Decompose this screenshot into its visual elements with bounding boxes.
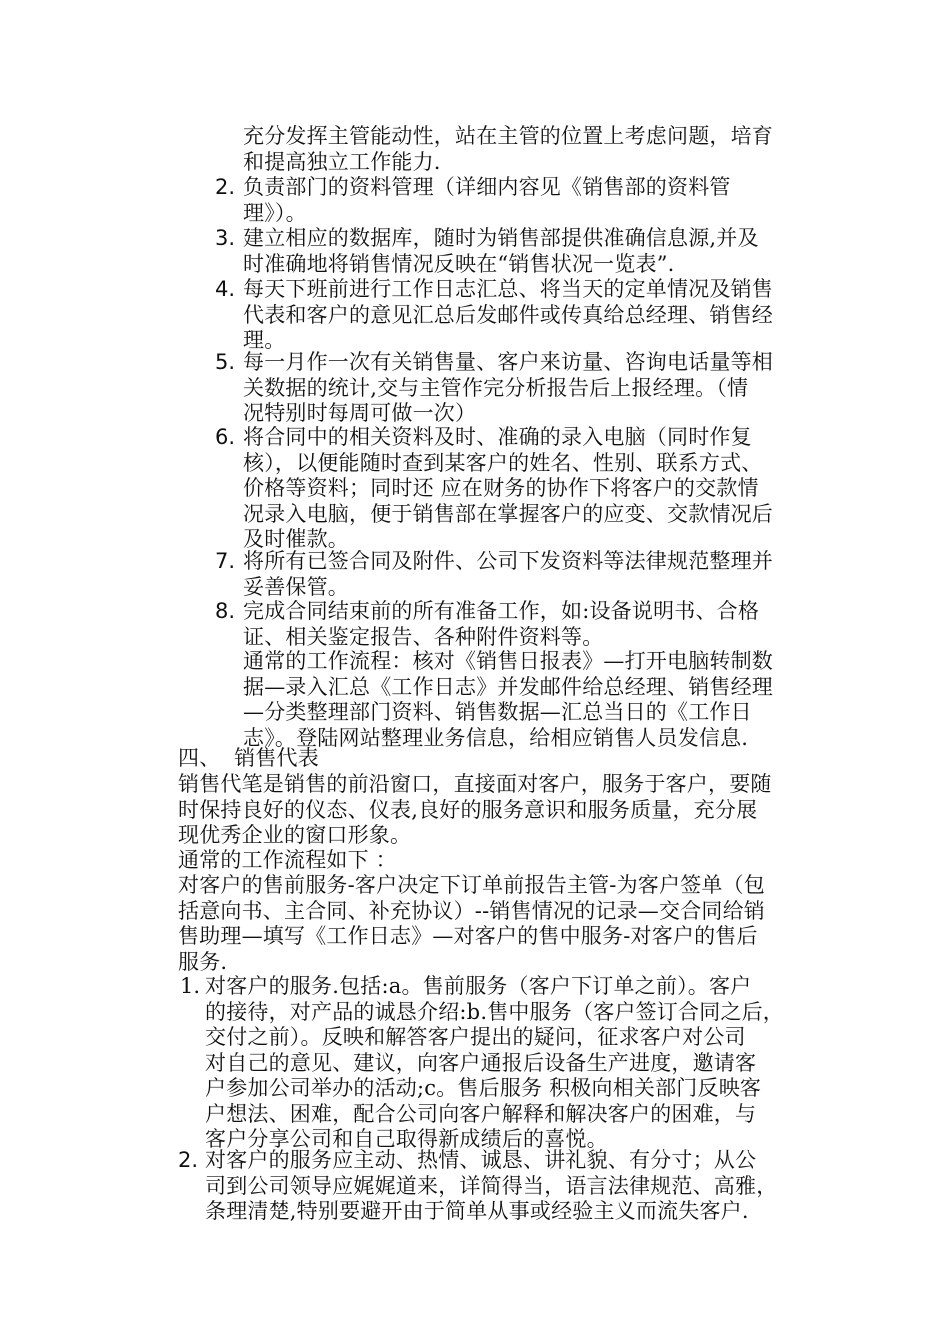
section-intro-line: 销售代笔是销售的前沿窗口，直接面对客户，服务于客户，要随	[178, 772, 772, 796]
rep-duty-line: 交付之前）。反映和解答客户提出的疑问，征求客户对公司	[205, 1025, 746, 1049]
duty-item-7	[243, 549, 773, 600]
duty-line: 建立相应的数据库，随时为销售部提供准确信息源,并及	[243, 226, 759, 250]
duty-line: 将所有已签合同及附件、公司下发资料等法律规范整理并	[243, 549, 773, 573]
list-number: 6.	[215, 425, 236, 449]
workflow-label: 通常的工作流程如下 ：	[178, 848, 397, 872]
rep-duty-line: 对自己的意见、建议，向客户通报后设备生产进度，邀请客	[205, 1050, 757, 1075]
duty-line: 代表和客户的意见汇总后发邮件或传真给总经理、销售经	[243, 302, 773, 327]
duty-line: 况特别时每周可做一次）	[243, 401, 477, 425]
rep-duty-item-1	[205, 974, 784, 1153]
intro-line: 和提高独立工作能力.	[243, 149, 441, 174]
workflow-line: 售助理—填写《工作日志》—对客户的售中服务-对客户的售后	[178, 924, 758, 948]
duty-line: 核），以便能随时查到某客户的姓名、性别、联系方式、	[243, 450, 763, 475]
rep-duty-line: 户想法、困难，配合公司向客户解释和解决客户的困难，与	[205, 1101, 757, 1126]
list-number: 8.	[215, 599, 236, 623]
duty-line: 价格等资料；同时还 应在财务的协作下将客户的交款情	[243, 476, 759, 500]
rep-duty-line: 客户分享公司和自己取得新成绩后的喜悦。	[205, 1127, 608, 1151]
rep-workflow	[178, 873, 765, 975]
duty-line: 理》）。	[243, 200, 307, 225]
intro-paragraph	[243, 124, 773, 175]
workflow-line: 通常的工作流程：核对《销售日报表》—打开电脑转制数	[243, 649, 773, 673]
workflow-line: —分类整理部门资料、销售数据—汇总当日的《工作日	[243, 700, 752, 724]
duty-line: 每天下班前进行工作日志汇总、将当天的定单情况及销售	[243, 277, 773, 301]
list-number: 1.	[180, 974, 201, 998]
intro-line: 充分发挥主管能动性，站在主管的位置上考虑问题，培育	[243, 124, 773, 148]
list-number: 3.	[215, 226, 236, 250]
rep-duty-line: 条理清楚,特别要避开由于简单从事或经验主义而流失客户.	[205, 1199, 749, 1223]
section-heading: 四、 销售代表	[178, 746, 319, 770]
rep-duty-line: 的接待，对产品的诚恳介绍:b.售中服务（客户签订合同之后，	[205, 999, 784, 1024]
section-intro-line: 现优秀企业的窗口形象。	[178, 823, 412, 847]
duty-item-3	[243, 226, 759, 277]
rep-duty-item-2	[205, 1148, 777, 1225]
duty-line: 证、相关鉴定报告、各种附件资料等。	[243, 624, 604, 649]
list-number: 7.	[215, 549, 236, 573]
workflow-line: 服务.	[178, 949, 228, 974]
duty-line: 负责部门的资料管理（详细内容见《销售部的资料管	[243, 175, 731, 199]
section-intro-line: 时保持良好的仪态、仪表,良好的服务意识和服务质量，充分展	[178, 797, 758, 822]
rep-duty-line: 对客户的服务.包括:a。售前服务（客户下订单之前）。客户	[205, 974, 752, 998]
assistant-workflow	[243, 649, 773, 751]
rep-duty-line: 户参加公司举办的活动;c。售后服务 积极向相关部门反映客	[205, 1076, 762, 1100]
duty-item-5	[243, 350, 773, 427]
duty-item-6	[243, 425, 773, 553]
duty-line: 况录入电脑，便于销售部在掌握客户的应变、交款情况后	[243, 501, 773, 526]
duty-line: 理。	[243, 328, 286, 352]
workflow-line: 志》。登陆网站整理业务信息，给相应销售人员发信息.	[243, 725, 749, 750]
duty-item-8	[243, 599, 759, 650]
duty-line: 将合同中的相关资料及时、准确的录入电脑（同时作复	[243, 425, 752, 449]
duty-item-2	[243, 175, 731, 226]
list-number: 2.	[178, 1148, 199, 1172]
duty-line: 及时催款。	[243, 527, 349, 551]
duty-line: 关数据的统计,交与主管作完分析报告后上报经理。（情	[243, 375, 749, 400]
workflow-line: 据—录入汇总《工作日志》并发邮件给总经理、销售经理	[243, 674, 773, 699]
duty-item-4	[243, 277, 773, 354]
duty-line: 每一月作一次有关销售量、客户来访量、咨询电话量等相	[243, 350, 773, 374]
rep-duty-line: 司到公司领导应娓娓道来，详简得当，语言法律规范、高雅，	[205, 1173, 778, 1198]
workflow-line: 对客户的售前服务-客户决定下订单前报告主管-为客户签单（包	[178, 873, 765, 897]
duty-line: 时准确地将销售情况反映在“销售状况一览表”.	[243, 251, 675, 276]
list-number: 4.	[215, 277, 236, 301]
list-number: 5.	[215, 350, 236, 374]
duty-line: 妥善保管。	[243, 574, 349, 599]
list-number: 2.	[215, 175, 236, 199]
section-intro	[178, 772, 772, 849]
workflow-line: 括意向书、主合同、补充协议）--销售情况的记录—交合同给销	[178, 898, 765, 923]
duty-line: 完成合同结束前的所有准备工作，如:设备说明书、合格	[243, 599, 760, 623]
rep-duty-line: 对客户的服务应主动、热情、诚恳、讲礼貌、有分寸；从公	[205, 1148, 757, 1172]
